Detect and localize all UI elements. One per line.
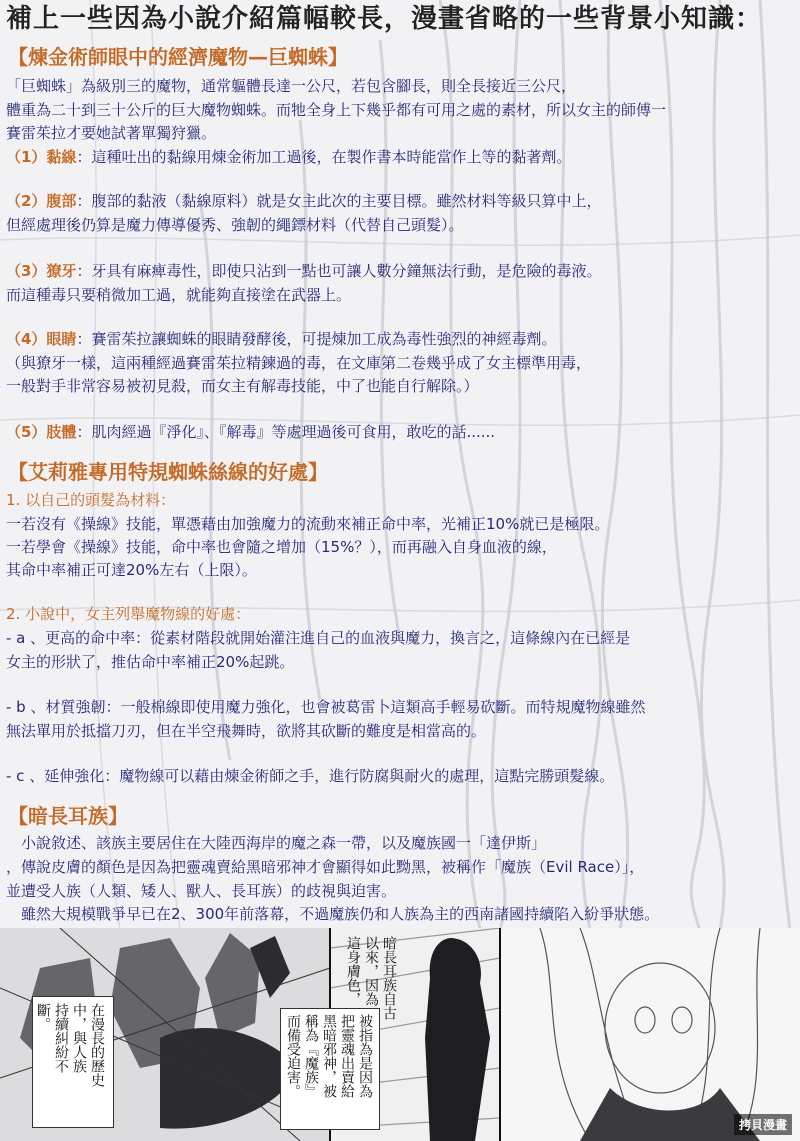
spider-item-line: （與獠牙一樣，這兩種經過賽雷茱拉精鍊過的毒，在文庫第二卷幾乎成了女主標準用毒， bbox=[6, 354, 592, 372]
spider-item-abdomen: （2）腹部：腹部的黏液（黏線原料）就是女主此次的主要目標。雖然材料等級只算中上， bbox=[6, 192, 602, 210]
caption-middle-box-col: 稱為『魔族』 bbox=[303, 1014, 319, 1098]
spider-item-line: 一般對手非常容易被初見殺，而女主有解毒技能，中了也能自行解除。） bbox=[6, 377, 479, 395]
caption-left-col: 在漫長的歷史 bbox=[89, 1003, 105, 1087]
item-label: （1）黏線 bbox=[6, 148, 77, 166]
caption-left-col: 持續糾紛不 bbox=[53, 1003, 69, 1073]
section-heading-spider: 【煉金術師眼中的經濟魔物—巨蜘蛛】 bbox=[8, 45, 348, 69]
caption-middle-box-col: 被指為是因為 bbox=[357, 1014, 373, 1098]
spider-item-fangs: （3）獠牙：牙具有麻痺毒性，即使只沾到一點也可讓人數分鐘無法行動，是危險的毒液。 bbox=[6, 262, 602, 280]
spider-intro-line: 體重為二十到三十公斤的巨大魔物蜘蛛。而牠全身上下幾乎都有可用之處的素材，所以女主的師傅一 bbox=[6, 101, 667, 119]
watermark-logo: 拷貝漫畫 bbox=[734, 1114, 792, 1135]
caption-middle-col: 暗長耳族自古 bbox=[381, 936, 397, 1020]
page-title: 補上一些因為小說介紹篇幅較長，漫畫省略的一些背景小知識： bbox=[6, 4, 763, 34]
dark-elves-line: ，傳說皮膚的顏色是因為把靈魂賣給黑暗邪神才會顯得如此黝黑，被稱作「魔族（Evil Race）」， bbox=[6, 858, 645, 876]
thread-point-line: 一若沒有《操線》技能，單憑藉由加強魔力的流動來補正命中率，光補正10%就已是極限。 bbox=[6, 515, 610, 533]
thread-point-2-head: 2. 小說中，女主列舉魔物線的好處： bbox=[6, 605, 251, 623]
dark-elves-line: 雖然大規模戰爭早已在2、300年前落幕，不過魔族仍和人族為主的西南諸國持續陷入紛爭狀態。 bbox=[6, 905, 660, 923]
thread-benefit-b-line: 無法單用於抵擋刀刃，但在半空飛舞時，欲將其砍斷的難度是相當高的。 bbox=[6, 722, 487, 740]
thread-benefit-a: - a 、更高的命中率：從素材階段就開始灌注進自己的血液與魔力，換言之，這條線內在已經是 bbox=[6, 629, 631, 647]
item-label: （2）腹部 bbox=[6, 192, 77, 210]
thread-benefit-c: - c 、延伸強化：魔物線可以藉由煉金術師之手，進行防腐與耐火的處理，這點完勝頭髮線。 bbox=[6, 767, 615, 785]
thread-point-1-head: 1. 以自己的頭髮為材料： bbox=[6, 491, 176, 509]
spider-intro-line: 賽雷茱拉才要她試著單獨狩獵。 bbox=[6, 124, 217, 142]
section-heading-thread: 【艾莉雅專用特規蜘蛛絲線的好處】 bbox=[8, 460, 328, 484]
caption-middle-col: 以來，因為 bbox=[363, 936, 379, 1006]
caption-left-col: 中，與人族 bbox=[71, 1003, 87, 1073]
item-label: （3）獠牙 bbox=[6, 262, 77, 280]
thread-point-line: 一若學會《操線》技能，命中率也會隨之增加（15%？），而再融入自身血液的線， bbox=[6, 538, 557, 556]
caption-middle-box-col: 把靈魂出賣給 bbox=[339, 1014, 355, 1098]
spider-intro-line: 「巨蜘蛛」為級別三的魔物，通常軀體長達一公尺，若包含腳長，則全長接近三公尺， bbox=[6, 77, 577, 95]
manga-panel-strip bbox=[0, 928, 800, 1141]
section-heading-dark-elves: 【暗長耳族】 bbox=[8, 804, 128, 828]
caption-middle-col: 這身膚色， bbox=[345, 936, 361, 1006]
spider-item-line: 而這種毒只要稍微加工過，就能夠直接塗在武器上。 bbox=[6, 286, 352, 304]
thread-point-line: 其命中率補正可達20%左右（上限）。 bbox=[6, 561, 257, 579]
manga-illustration bbox=[0, 928, 800, 1141]
item-label: （5）肢體 bbox=[6, 423, 77, 441]
caption-middle-box-col: 黑暗邪神，被 bbox=[321, 1014, 337, 1098]
spider-item-limbs: （5）肢體：肌肉經過『淨化』、『解毒』等處理過後可食用，敢吃的話...... bbox=[6, 423, 496, 441]
thread-benefit-a-line: 女主的形狀了，推估命中率補正20%起跳。 bbox=[6, 653, 295, 671]
caption-left-col: 斷。 bbox=[35, 1003, 51, 1031]
spider-item-line: 但經處理後仍算是魔力傳導優秀、強韌的繩鏢材料（代替自己頭髮）。 bbox=[6, 216, 464, 234]
dark-elves-line: 小說敘述、該族主要居住在大陸西海岸的魔之森一帶，以及魔族國一「達伊斯」 bbox=[6, 834, 547, 852]
caption-middle-box-col: 而備受迫害。 bbox=[285, 1014, 301, 1098]
thread-benefit-b: - b 、材質強韌：一般棉線即使用魔力強化，也會被葛雷卜這類高手輕易砍斷。而特規魔物線雖然 bbox=[6, 698, 646, 716]
spider-item-threads: （1）黏線：這種吐出的黏線用煉金術加工過後，在製作書本時能當作上等的黏著劑。 bbox=[6, 148, 572, 166]
item-label: （4）眼睛 bbox=[6, 330, 77, 348]
dark-elves-line: 並遭受人族（人類、矮人、獸人、長耳族）的歧視與迫害。 bbox=[6, 882, 397, 900]
spider-item-eyes: （4）眼睛：賽雷茱拉讓蜘蛛的眼睛發酵後，可提煉加工成為毒性強烈的神經毒劑。 bbox=[6, 330, 557, 348]
